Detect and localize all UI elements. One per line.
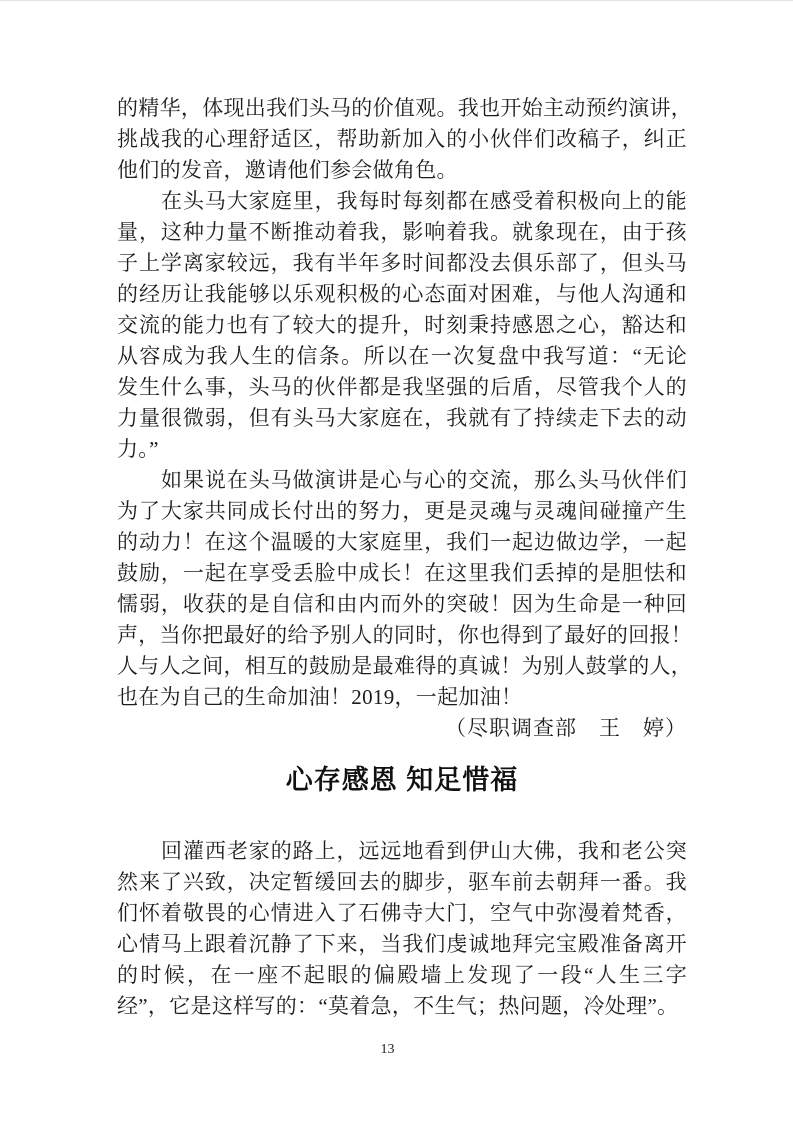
article-1-attribution: （尽职调查部 王 婷）	[445, 716, 687, 740]
text-line: 然来了兴致，决定暂缓回去的脚步，驱车前去朝拜一番。我	[117, 870, 687, 894]
text-line: 声，当你把最好的给予别人的同时，你也得到了最好的回报！	[117, 623, 693, 647]
text-line: 的精华，体现出我们头马的价值观。我也开始主动预约演讲，	[117, 96, 693, 120]
text-line: 挑战我的心理舒适区，帮助新加入的小伙伴们改稿子，纠正	[117, 127, 687, 151]
text-line: 在头马大家庭里，我每时每刻都在感受着积极向上的能	[161, 189, 687, 213]
text-line: 也在为自己的生命加油！2019，一起加油！	[117, 685, 523, 709]
text-line: 从容成为我人生的信条。所以在一次复盘中我写道：“无论	[117, 344, 687, 368]
text-line: 懦弱，收获的是自信和由内而外的突破！因为生命是一种回	[117, 592, 687, 616]
text-line: 们怀着敬畏的心情进入了石佛寺大门，空气中弥漫着梵香，	[117, 901, 687, 925]
article-2-body	[117, 836, 687, 1022]
page-number: 13	[380, 1042, 395, 1057]
text-line: 的经历让我能够以乐观积极的心态面对困难，与他人沟通和	[117, 282, 687, 306]
text-line: 子上学离家较远，我有半年多时间都没去俱乐部了，但头马	[117, 251, 687, 275]
page-text-block	[117, 93, 693, 1022]
text-line: 如果说在头马做演讲是心与心的交流，那么头马伙伴们	[161, 468, 687, 492]
text-line: 的动力！在这个温暖的大家庭里，我们一起边做边学，一起	[117, 530, 687, 554]
text-line: 为了大家共同成长付出的努力，更是灵魂与灵魂间碰撞产生	[117, 499, 687, 523]
text-line: 交流的能力也有了较大的提升，时刻秉持感恩之心，豁达和	[117, 313, 687, 337]
text-line: 回灌西老家的路上，远远地看到伊山大佛，我和老公突	[161, 839, 687, 863]
text-line: 心情马上跟着沉静了下来，当我们虔诚地拜完宝殿准备离开	[117, 932, 687, 956]
text-line: 人与人之间，相互的鼓励是最难得的真诚！为别人鼓掌的人，	[117, 654, 693, 678]
text-line: 量，这种力量不断推动着我，影响着我。就象现在，由于孩	[117, 220, 687, 244]
text-line: 经”，它是这样写的：“莫着急，不生气；热问题，冷处理”。	[117, 994, 679, 1018]
text-line: 力量很微弱，但有头马大家庭在，我就有了持续走下去的动	[117, 406, 687, 430]
article-1-body	[117, 93, 693, 713]
text-line: 力。”	[117, 437, 159, 461]
text-line: 鼓励，一起在享受丢脸中成长！在这里我们丢掉的是胆怯和	[117, 561, 687, 585]
text-line: 他们的发音，邀请他们参会做角色。	[117, 158, 458, 182]
article-2-title: 心存感恩 知足惜福	[285, 765, 519, 795]
text-line: 的时候，在一座不起眼的偏殿墙上发现了一段“人生三字	[117, 963, 687, 987]
text-line: 发生什么事，头马的伙伴都是我坚强的后盾，尽管我个人的	[117, 375, 687, 399]
